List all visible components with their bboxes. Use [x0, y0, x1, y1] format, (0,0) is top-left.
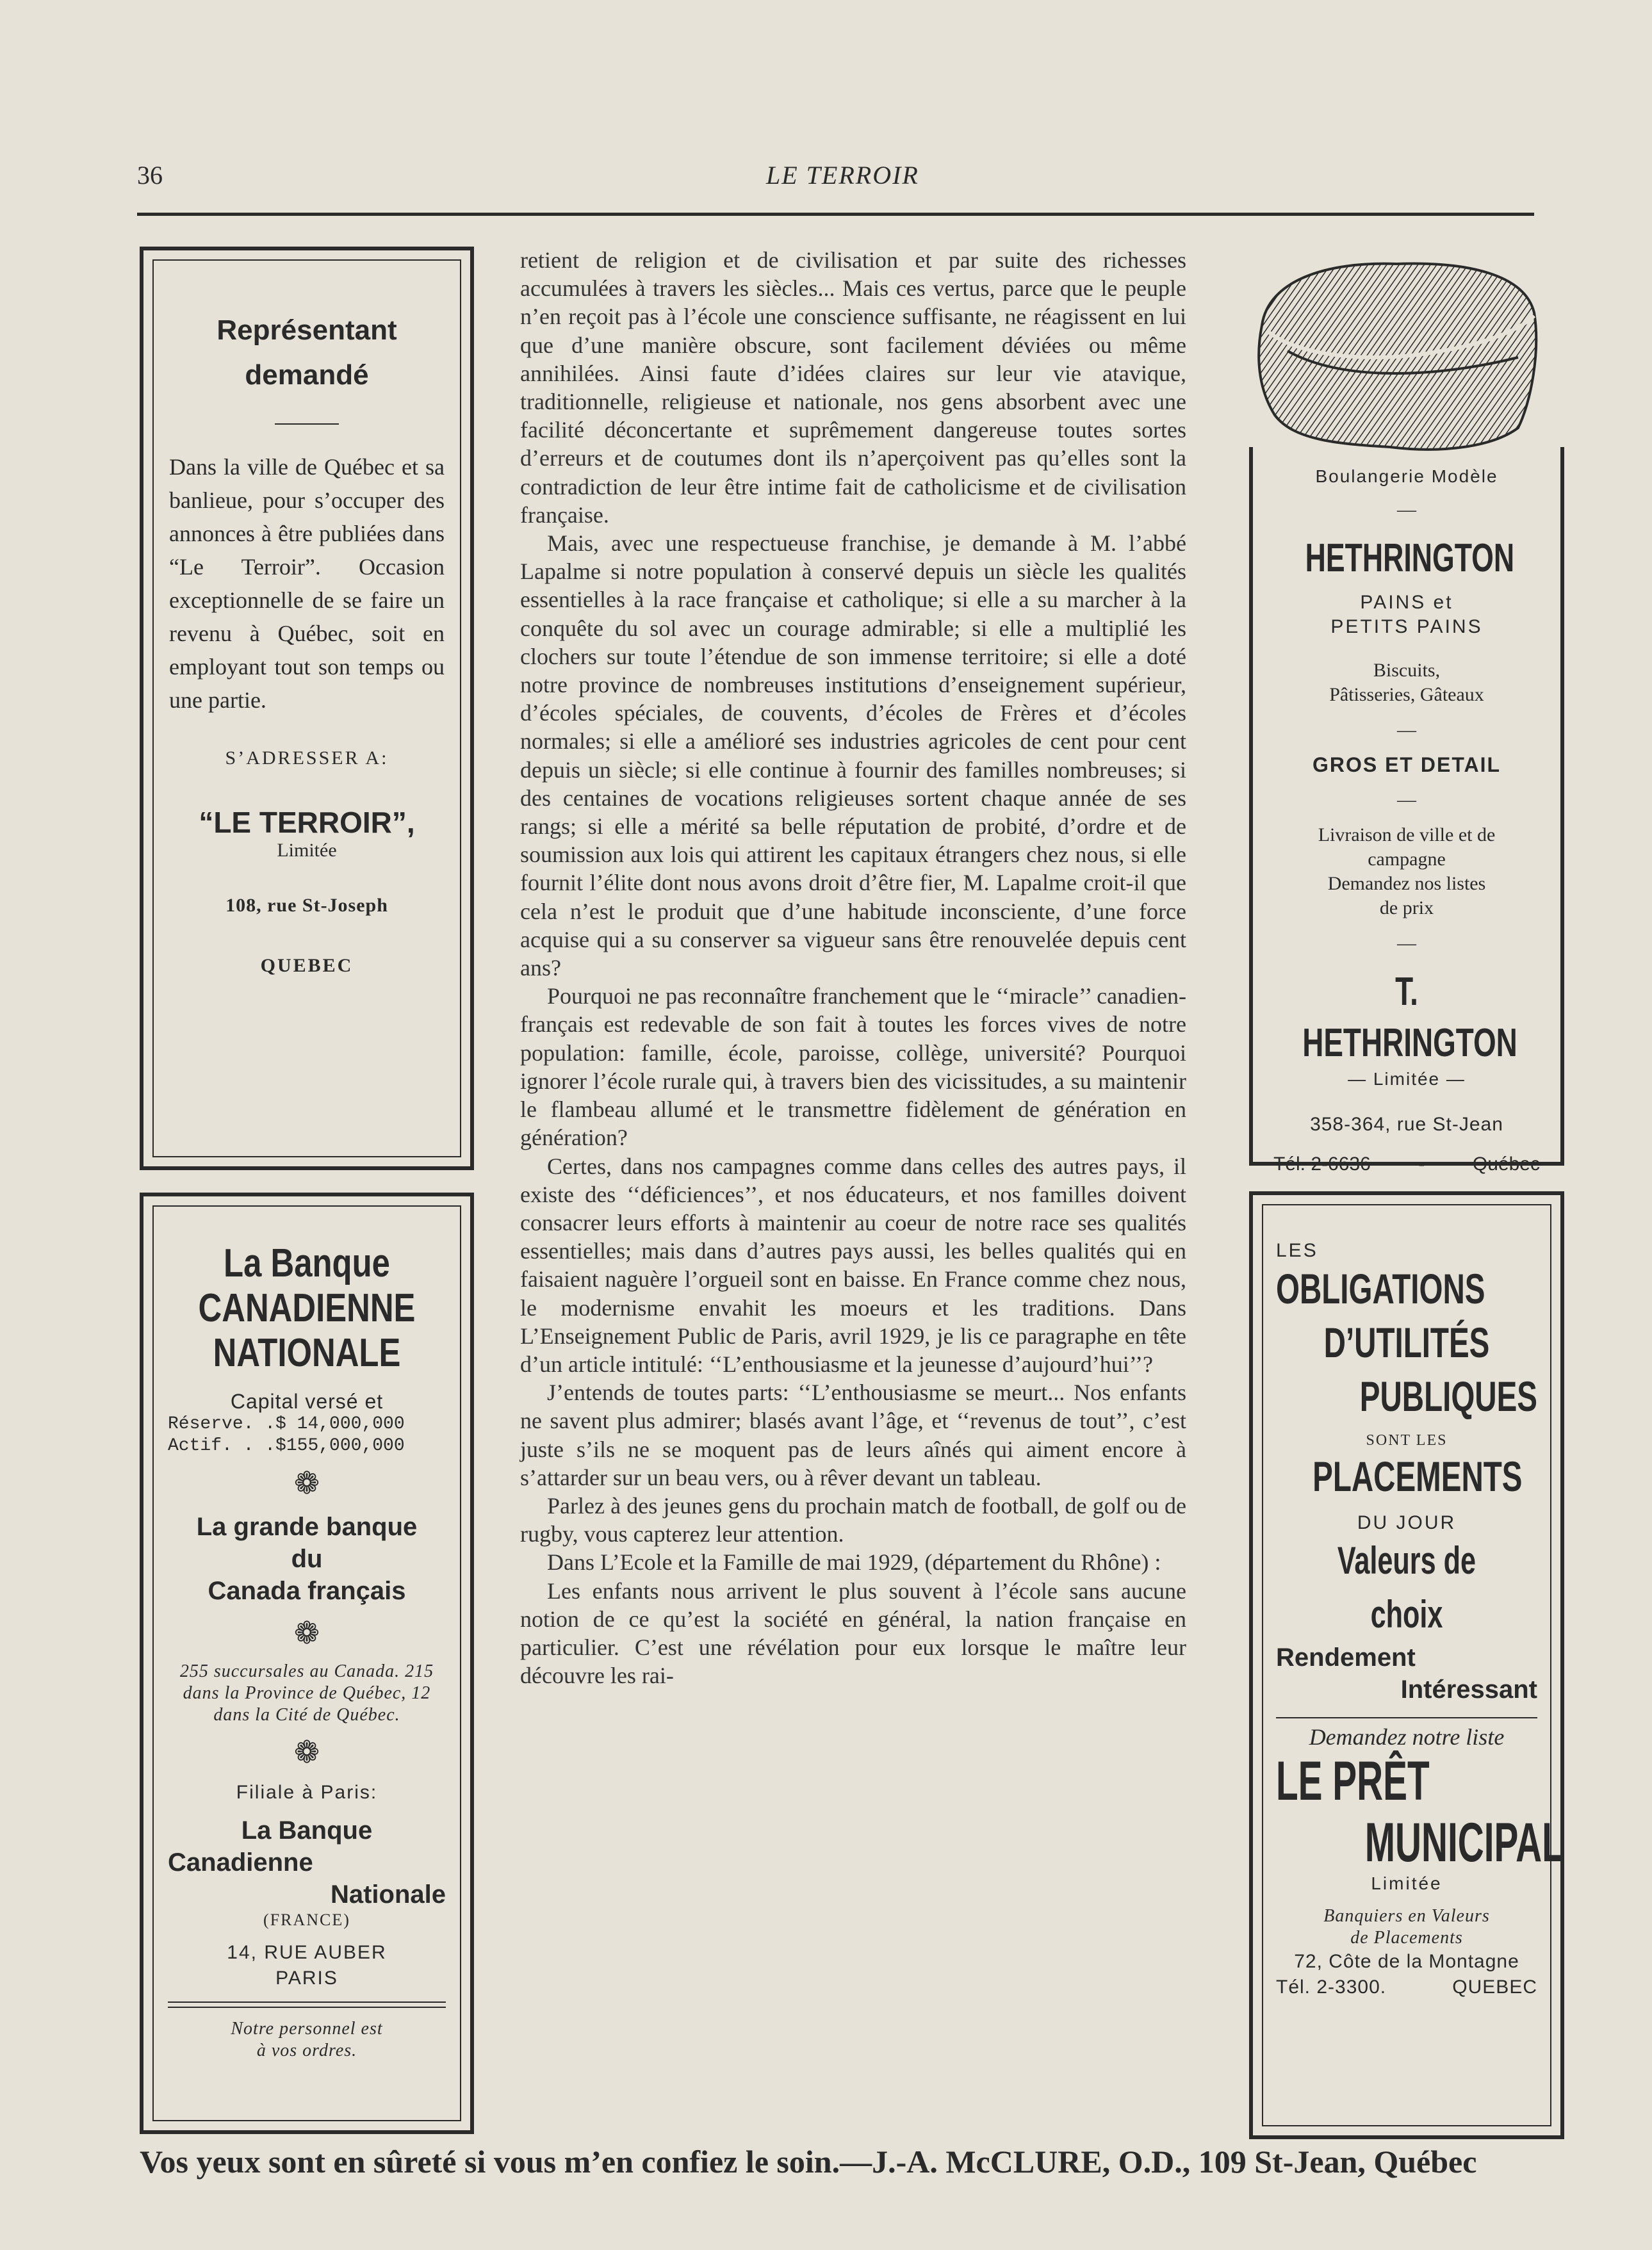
bankers-line2: de Placements: [1350, 1928, 1463, 1948]
delivery-line1: Livraison de ville et de: [1318, 824, 1496, 845]
city: QUEBEC: [1452, 1977, 1537, 1998]
biscuits-line1: Biscuits,: [1373, 660, 1441, 681]
reserve-value: $ 14,000,000: [275, 1414, 405, 1434]
paris-street: 14, RUE AUBER: [227, 1942, 387, 1963]
bakery-name: Boulangerie Modèle: [1315, 466, 1498, 486]
bank-name-line1: La Banque: [224, 1241, 390, 1285]
biscuits-line2: Pâtisseries, Gâteaux: [1329, 684, 1484, 705]
article-paragraph: Mais, avec une respectueuse franchise, je demande à M. l’abbé Lapalme si notre population à conservé depuis un siècle les qualités essentielles à la race française et catholique; si elle a su marcher à la conquête du sol avec un courage admirable; si elle a multiplié les clochers sur toute l’étendue de son immense territoire; si elle a doté notre province de nombreuses institutions d’enseignement supérieur, d’écoles spéciales, de couvents, d’écoles de Frères et d’écoles normales; si elle a amélioré ses industries agricoles de cent pour cent depuis un siècle; si elle continue à fournir des familles nombreuses; si des centaines de vocations religieuses sortent chaque année de ses rangs; si elle a mérité sa belle réputation de probité, d’ordre et de soumission aux lois qui attirent les capitaux étrangers chez nous, si elle fournit l’élite dont nous avons droit d’être fier, M. Lapalme croit-il que cela n’est le produit que d’une habitude inconsciente, d’une force acquise qui a su conserver sa vigueur sans être renouvelée depuis cent ans?: [520, 530, 1186, 981]
trade-label: GROS ET DETAIL: [1312, 753, 1501, 776]
demandez-label: Demandez notre liste: [1276, 1717, 1537, 1750]
products-line1: PAINS et: [1360, 592, 1453, 613]
city: QUEBEC: [260, 955, 354, 976]
bankers-line1: Banquiers en Valeurs: [1323, 1906, 1490, 1926]
ad-representative: [140, 247, 474, 1170]
delivery-line2: campagne: [1368, 849, 1446, 870]
paris-country: (FRANCE): [263, 1911, 350, 1929]
valeurs-label: Valeurs de choix: [1337, 1539, 1476, 1636]
interessant-label: Intéressant: [1400, 1675, 1537, 1704]
ad-bank: [140, 1193, 474, 2134]
paris-bank-line3: Nationale: [330, 1880, 446, 1909]
slogan-line3: Canada français: [208, 1577, 406, 1605]
telephone: Tél. 2-6636: [1273, 1154, 1371, 1175]
ad-title-line2: demandé: [245, 359, 369, 391]
bank-name-line3: NATIONALE: [213, 1331, 401, 1375]
ad-obligations: [1249, 1191, 1564, 2139]
placements-label: PLACEMENTS: [1313, 1453, 1523, 1500]
slogan-line1: La grande banque: [196, 1513, 418, 1541]
address-label: S’ADRESSER A:: [225, 747, 389, 769]
article-paragraph: Certes, dans nos campagnes comme dans celles des autres pays, il existe des ‘‘déficiences’’, et nos éducateurs, et nos familles doivent consacrer leurs efforts à maintenir au coeur de notre race ses qualités essentielles; mais dans d’autres pays aussi, les belles qualités qui en faisaient naguère l’orgueil sont en baisse. En France comme chez nous, le modernisme envahit les moeurs et les traditions. Dans L’Enseignement Public de Paris, avril 1929, je lis ce paragraphe en tête d’un article intitulé: ‘‘L’enthousiasme et la jeunesse d’aujourd’hui’’?: [520, 1153, 1186, 1377]
bakery-brand: HETHRINGTON: [1305, 536, 1515, 580]
du-jour-label: DU JOUR: [1357, 1512, 1457, 1533]
flower-ornament-icon: ❁: [293, 1736, 320, 1770]
obligations-line1: OBLIGATIONS: [1276, 1265, 1485, 1312]
obligations-line2: D’UTILITÉS: [1323, 1319, 1490, 1366]
header-rule: [137, 213, 1534, 216]
separator: -: [1418, 1154, 1425, 1175]
reserve-row: [168, 1414, 446, 1435]
sont-les-label: SONT LES: [1366, 1432, 1448, 1449]
article-paragraph: retient de religion et de civilisation et par suite des richesses accumulées à travers les siècles... Mais ces vertus, parce que le peuple n’en reçoit pas à l’école une conscience suffisante, ne réagissent en lui que d’une manière obscure, sont facilement déviées ou même annihilées. Ainsi faute d’idées claires sur leur vie atavique, traditionnelle, religieuse et nationale, nos gens absorbent avec une facilité déconcertante et suprêmement dangereuse toutes sortes d’erreurs et de coutumes dont ils n’aperçoivent pas qu’elles sont la contradiction de leur être intime fait de catholicisme et de civilisation française.: [520, 247, 1186, 528]
service-line1: Notre personnel est: [231, 2019, 383, 2039]
street-address: 358-364, rue St-Jean: [1310, 1114, 1503, 1135]
owner-suffix: — Limitée —: [1348, 1069, 1466, 1089]
bread-loaf-icon: [1249, 255, 1544, 460]
company-name: “LE TERROIR”,: [199, 806, 415, 839]
paris-city: PARIS: [275, 1968, 338, 1989]
slogan-line2: du: [291, 1545, 323, 1573]
actif-value: $155,000,000: [275, 1436, 405, 1456]
company-suffix: Limitée: [277, 840, 337, 861]
street-address: 108, rue St-Joseph: [225, 895, 388, 916]
article-paragraph: J’entends de toutes parts: ‘‘L’enthousiasme se meurt... Nos enfants ne savent plus admirer; blasés avant l’âge, et ‘‘revenus de tout’’, c’est juste s’ils ne se moquent pas de leurs aînés qui aiment encore à s’attarder sur un beau vers, ou à rêver devant un tableau.: [520, 1380, 1186, 1490]
actif-label: Actif. . .: [168, 1436, 276, 1456]
ad-bakery: [1249, 447, 1564, 1175]
double-rule: [168, 2001, 446, 2008]
lists-line1: Demandez nos listes: [1327, 873, 1486, 894]
flower-ornament-icon: ❁: [293, 1617, 320, 1651]
filiale-label: Filiale à Paris:: [236, 1782, 378, 1803]
dash: —: [1397, 719, 1416, 740]
bank-name-line2: CANADIENNE: [198, 1286, 416, 1330]
flower-ornament-icon: ❁: [293, 1467, 320, 1501]
dash: —: [1397, 789, 1416, 810]
lists-line2: de prix: [1379, 897, 1434, 918]
article-paragraph: Les enfants nous arrivent le plus souvent à l’école sans aucune notion de ce qu’est la société en général, la nation française en particulier. C’est une révélation pour eux lorsque le maître leur découvre les rai-: [520, 1577, 1186, 1689]
ad-title-line1: Représentant: [217, 314, 397, 346]
paris-bank-line1: La Banque: [241, 1816, 373, 1845]
paris-bank-line2: Canadienne: [168, 1848, 313, 1877]
page-number: 36: [137, 161, 163, 190]
service-line2: à vos ordres.: [256, 2041, 357, 2060]
branches-text: 255 succursales au Canada. 215 dans la Province de Québec, 12 dans la Cité de Québec.: [179, 1661, 434, 1725]
article-paragraph: Parlez à des jeunes gens du prochain match de football, de golf ou de rugby, vous capterez leur attention.: [520, 1492, 1186, 1547]
ad-body: Dans la ville de Québec et sa banlieue, pour s’occuper des annonces à être publiées dans “Le Terroir”. Occasion exceptionnelle de se faire un revenu à Québec, soit en employant tout son temps ou une partie.: [169, 454, 445, 713]
street-address: 72, Côte de la Montagne: [1294, 1951, 1519, 1972]
article-paragraph: Pourquoi ne pas reconnaître franchement que le ‘‘miracle’’ canadien-français est redevable de son fait à toutes les forces vives de notre population: famille, école, paroisse, collège, université? Pourquoi ignorer l’école rurale qui, à travers bien des vicissitudes, a su maintenir le flambeau allumé et le transmettre fidèlement de génération en génération?: [520, 983, 1186, 1151]
city: Québec: [1472, 1154, 1540, 1175]
capital-label: Capital versé et: [230, 1390, 384, 1413]
reserve-label: Réserve. .: [168, 1414, 276, 1434]
running-title: LE TERROIR: [766, 161, 919, 190]
telephone: Tél. 2-3300.: [1276, 1977, 1387, 1998]
pret-line1: LE PRÊT: [1276, 1750, 1430, 1812]
actif-row: [168, 1435, 446, 1457]
rendement-label: Rendement: [1276, 1643, 1416, 1672]
telephone-row: [1266, 1154, 1548, 1175]
article-column: [520, 246, 1186, 1690]
telephone-row: [1276, 1975, 1537, 2000]
dash: —: [1397, 933, 1416, 954]
article-paragraph: Dans L’Ecole et la Famille de mai 1929, (département du Rhône) :: [547, 1549, 1161, 1576]
limitee-label: Limitée: [1371, 1873, 1443, 1893]
products-line2: PETITS PAINS: [1330, 616, 1483, 637]
pret-line2: MUNICIPAL: [1364, 1812, 1564, 1873]
dash: —: [1397, 499, 1416, 520]
footer-ad: Vos yeux sont en sûreté si vous m’en confiez le soin.—J.-A. McCLURE, O.D., 109 St-Jean, Québec: [140, 2144, 1477, 2180]
divider: [275, 423, 339, 425]
owner-name: T. HETHRINGTON: [1302, 970, 1517, 1065]
les-label: LES: [1276, 1240, 1318, 1261]
obligations-line3: PUBLIQUES: [1359, 1373, 1537, 1420]
